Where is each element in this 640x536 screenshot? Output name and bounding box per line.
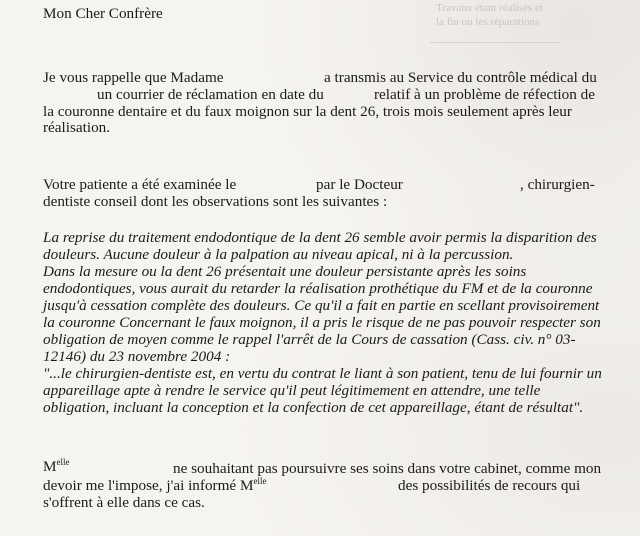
paragraph-2-line: Votre patiente a été examinée le [43,176,237,193]
paragraph-1-line: Je vous rappelle que Madame [43,69,224,86]
observation-line: 12146) du 23 novembre 2004 : [43,348,231,365]
title-superscript: elle [56,457,70,467]
paragraph-3-line: ne souhaitant pas poursuivre ses soins dans votre cabinet, comme mon [173,460,602,477]
paragraph-2-line: dentiste conseil dont les observations sont les suivantes : [43,193,388,210]
paragraph-3-text: devoir me l'impose, j'ai informé M [43,477,254,494]
title-superscript: elle [253,476,267,486]
observation-line: la couronne Concernant le faux moignon, il a pris le risque de ne pas pouvoir respecter son [43,314,601,331]
observation-line: endodontiques, vous aurait du retarder la réalisation prothétique du FM et de la couronne [43,280,593,297]
paragraph-3-line: des possibilités de recours qui [398,477,581,494]
paragraph-3-line [43,477,266,494]
title-abbreviation: M [43,458,57,475]
observation-line: La reprise du traitement endodontique de la dent 26 semble avoir permis la disparition des [43,229,597,246]
observation-line: douleurs. Aucune douleur à la palpation au niveau apical, ni à la percussion. [43,246,514,263]
salutation: Mon Cher Confrère [43,5,163,22]
paragraph-1-line: un courrier de réclamation en date du [97,86,324,103]
paragraph-3-line: s'offrent à elle dans ce cas. [43,494,205,511]
observation-line: "...le chirurgien-dentiste est, en vertu du contrat le liant à son patient, tenu de lui fournir un [43,365,602,382]
observation-line: jusqu'à cessation complète des douleurs. Ce qu'il a fait en partie en scellant provisoirement [43,297,600,314]
observation-line: Dans la mesure ou la dent 26 présentait une douleur persistante après les soins [43,263,527,280]
paragraph-2-line: , chirurgien- [520,176,595,193]
observation-line: obligation de moyen comme le rappel l'arrêt de la Cours de cassation (Cass. civ. n° 03- [43,331,576,348]
paragraph-1-line: réalisation. [43,119,111,136]
paragraph-2-line: par le Docteur [316,176,403,193]
bleed-through-text: Travaux étant réalisés et [436,2,543,14]
paragraph-1-line: a transmis au Service du contrôle médical du [324,69,597,86]
paragraph-1-line: la couronne dentaire et du faux moignon sur la dent 26, trois mois seulement après leur [43,103,572,120]
bleed-through-rule [430,42,560,43]
bleed-through-text: la fin ou les réparations [436,16,540,28]
paragraph-3-line [43,458,70,475]
paragraph-1-line: relatif à un problème de réfection de [374,86,595,103]
observation-line: appareillage apte à rendre le service qu'il peut légitimement en attendre, une telle [43,382,541,399]
observation-line: obligation, incluant la conception et la confection de cet appareillage, étant de résultat". [43,399,584,416]
